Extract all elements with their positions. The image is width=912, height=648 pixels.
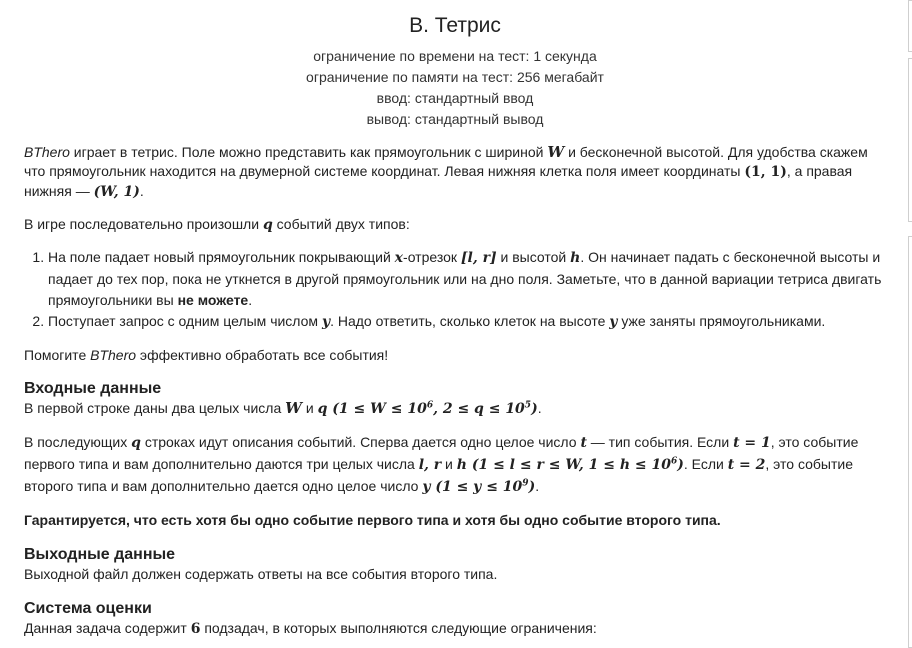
bold-text: не можете bbox=[177, 292, 249, 308]
author-name: BThero bbox=[24, 144, 70, 160]
math-y: y bbox=[321, 314, 331, 330]
legend-paragraph-2 bbox=[24, 215, 886, 235]
text: , это событие первого типа и вам дополнительно даются три целых числа bbox=[24, 434, 859, 472]
input-paragraph-2 bbox=[24, 432, 886, 498]
text: В последующих bbox=[24, 434, 132, 450]
text: В игре последовательно произошли bbox=[24, 216, 263, 232]
text: . bbox=[248, 292, 253, 308]
math-y: y bbox=[609, 314, 618, 330]
text: . Он начинает падать с бесконечной высоты и падает до тех пор, пока не уткнется в другой прямоугольник или на дно поля. Заметьте, что в данной вариации тетриса двигать прямоугольники вы bbox=[48, 249, 882, 308]
text: подзадач, в которых выполняются следующие ограничения: bbox=[200, 620, 597, 636]
text: . bbox=[535, 478, 540, 494]
text: Поступает запрос с одним целым числом bbox=[48, 313, 322, 329]
math-coord-2: (W, 1) bbox=[93, 184, 140, 200]
list-item bbox=[48, 247, 886, 311]
text: -отрезок bbox=[403, 249, 461, 265]
bold-text: Гарантируется, что есть хотя бы одно событие первого типа и хотя бы одно событие второго типа. bbox=[24, 512, 721, 528]
input-file: ввод: стандартный ввод bbox=[376, 90, 534, 106]
math-q: q bbox=[131, 435, 141, 451]
math-constraint: ($1 \le W \le 10^6$, $2 \le q \le 10^5$) bbox=[327, 400, 538, 417]
math-q: q bbox=[317, 401, 328, 417]
memory-limit: ограничение по памяти на тест: 256 мегабайт bbox=[306, 69, 604, 85]
list-item bbox=[48, 311, 886, 333]
problem-title: B. Тетрис bbox=[409, 14, 501, 37]
problem-statement bbox=[24, 14, 886, 639]
math-t-eq-1: t = 1 bbox=[733, 435, 771, 451]
math-h: h bbox=[456, 457, 467, 473]
math-coord-1: (1, 1) bbox=[744, 164, 787, 180]
text: играет в тетрис. Поле можно представить как прямоугольник с шириной bbox=[69, 144, 548, 160]
math-constraint: (1 ≤ l ≤ r ≤ W, $1 \le h \le 10^6$) bbox=[466, 456, 684, 473]
text: . bbox=[537, 400, 542, 416]
input-paragraph-1 bbox=[24, 399, 886, 419]
scoring-heading: Система оценки bbox=[24, 600, 152, 617]
text: событий двух типов: bbox=[272, 216, 410, 232]
output-file: вывод: стандартный вывод bbox=[366, 111, 544, 127]
legend-paragraph-1 bbox=[24, 143, 886, 202]
math-t: t bbox=[580, 435, 587, 451]
time-limit: ограничение по времени на тест: 1 секунда bbox=[313, 48, 597, 64]
author-name: BThero bbox=[90, 347, 137, 363]
math-constraint: $(1 \le y \le 10^9)$ bbox=[430, 478, 536, 495]
text: строках идут описания событий. Сперва дается одно целое число bbox=[140, 434, 581, 450]
math-W: W bbox=[547, 143, 565, 161]
text: Помогите bbox=[24, 347, 91, 363]
text: Данная задача содержит bbox=[24, 620, 191, 636]
math-h: h bbox=[570, 250, 581, 266]
text: , а правая нижняя — bbox=[24, 163, 853, 199]
math-t-eq-2: t = 2 bbox=[727, 457, 766, 473]
input-heading: Входные данные bbox=[24, 380, 162, 397]
math-l-r: l, r bbox=[418, 457, 442, 473]
text: и бесконечной высотой. Для удобства скажем что прямоугольник находится на двумерной системе координат. Левая нижняя клетка поля имеет координаты bbox=[24, 144, 868, 179]
text: и bbox=[441, 456, 457, 472]
output-heading: Выходные данные bbox=[24, 546, 176, 563]
problem-header bbox=[24, 14, 886, 130]
math-y: y bbox=[422, 479, 431, 495]
event-list bbox=[24, 247, 886, 333]
text: — тип события. Если bbox=[586, 434, 734, 450]
guarantee-text bbox=[24, 511, 886, 530]
math-W: W bbox=[285, 399, 302, 417]
text: и bbox=[302, 400, 318, 416]
scoring-text bbox=[24, 619, 886, 639]
math-x: x bbox=[394, 250, 404, 266]
text: . Надо ответить, сколько клеток на высоте bbox=[330, 313, 610, 329]
legend-paragraph-3 bbox=[24, 346, 886, 365]
right-scroll-edge bbox=[908, 0, 912, 646]
text: , это событие второго типа и вам дополнительно дается одно целое число bbox=[24, 456, 853, 494]
output-text: Выходной файл должен содержать ответы на все события второго типа. bbox=[24, 566, 498, 582]
text: эффективно обработать все события! bbox=[136, 347, 389, 363]
text: и высотой bbox=[496, 249, 571, 265]
math-segment: [l, r] bbox=[460, 250, 497, 266]
text: уже заняты прямоугольниками. bbox=[617, 313, 826, 329]
text: На поле падает новый прямоугольник покрывающий bbox=[48, 249, 395, 265]
text: В первой строке даны два целых числа bbox=[24, 400, 286, 416]
text: . bbox=[139, 183, 144, 199]
math-q: q bbox=[262, 217, 273, 233]
text: . Если bbox=[683, 456, 728, 472]
math-number: 6 bbox=[190, 621, 201, 637]
